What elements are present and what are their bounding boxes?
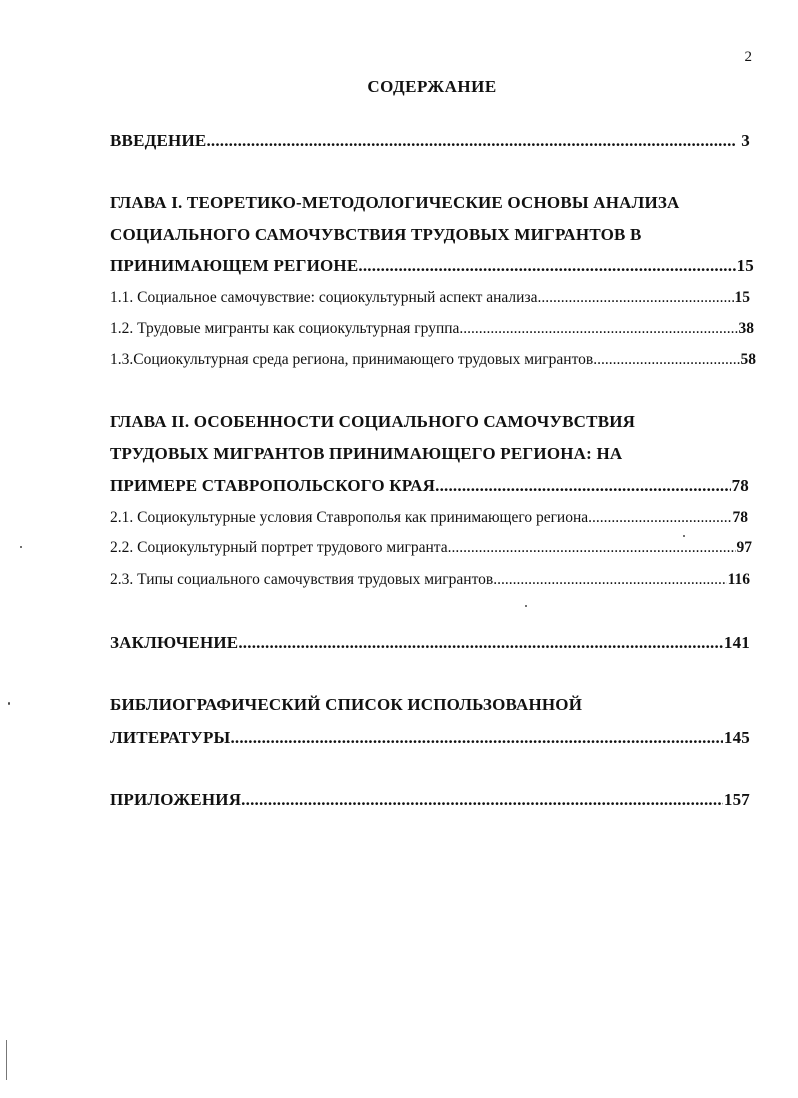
chapter1-heading-line2: СОЦИАЛЬНОГО САМОЧУВСТВИЯ ТРУДОВЫХ МИГРАНТОВ В <box>110 225 642 244</box>
toc-entry-label: ПРИЛОЖЕНИЯ <box>110 790 242 809</box>
scan-speck <box>683 535 685 537</box>
scan-speck <box>20 546 22 548</box>
scan-speck <box>525 605 527 607</box>
toc-entry-label: ЛИТЕРАТУРЫ <box>110 728 231 747</box>
toc-entry-chapter2[interactable] <box>110 476 749 496</box>
toc-entry-page: 78 <box>731 476 749 495</box>
bibliography-heading-line1: БИБЛИОГРАФИЧЕСКИЙ СПИСОК ИСПОЛЬЗОВАННОЙ <box>110 695 583 714</box>
toc-entry-page: 58 <box>740 351 756 368</box>
chapter2-heading-line1: ГЛАВА II. ОСОБЕННОСТИ СОЦИАЛЬНОГО САМОЧУВСТВИЯ <box>110 412 636 431</box>
toc-entry-page: 78 <box>732 509 748 526</box>
toc-entry-label: ПРИМЕРЕ СТАВРОПОЛЬСКОГО КРАЯ <box>110 476 436 495</box>
toc-entry-intro[interactable] <box>110 131 750 151</box>
dot-leader <box>588 509 731 527</box>
toc-entry-label: 1.3.Социокультурная среда региона, принимающего трудовых мигрантов <box>110 351 594 368</box>
toc-entry-section-2-1[interactable] <box>110 509 748 527</box>
toc-entry-label: 2.1. Социокультурные условия Ставрополья как принимающего региона <box>110 509 589 526</box>
scan-speck <box>8 702 10 705</box>
toc-entry-label: 2.3. Типы социального самочувствия трудовых мигрантов <box>110 571 494 588</box>
dot-leader <box>241 790 723 810</box>
toc-entry-chapter1[interactable] <box>110 256 754 276</box>
toc-entry-section-2-3[interactable] <box>110 571 750 589</box>
dot-leader <box>435 476 730 496</box>
toc-entry-conclusion[interactable] <box>110 633 750 653</box>
toc-entry-bibliography[interactable] <box>110 728 750 748</box>
toc-entry-page: 97 <box>736 539 752 556</box>
dot-leader <box>206 131 735 151</box>
toc-entry-label: 1.1. Социальное самочувствие: социокультурный аспект анализа <box>110 289 538 306</box>
toc-entry-page: 157 <box>723 790 750 809</box>
dot-leader <box>230 728 722 748</box>
dot-leader <box>238 633 723 653</box>
toc-entry-label: ВВЕДЕНИЕ <box>110 131 207 150</box>
toc-entry-page: 15 <box>734 289 750 306</box>
toc-entry-page: 3 <box>741 131 750 150</box>
dot-leader <box>593 351 739 369</box>
toc-entry-page: 15 <box>736 256 754 275</box>
dot-leader <box>459 320 737 338</box>
toc-entry-label: 1.2. Трудовые мигранты как социокультурная группа <box>110 320 460 337</box>
chapter2-heading-line2: ТРУДОВЫХ МИГРАНТОВ ПРИНИМАЮЩЕГО РЕГИОНА: НА <box>110 444 623 463</box>
toc-entry-label: ПРИНИМАЮЩЕМ РЕГИОНЕ <box>110 256 359 275</box>
chapter1-heading-line1: ГЛАВА I. ТЕОРЕТИКО-МЕТОДОЛОГИЧЕСКИЕ ОСНОВЫ АНАЛИЗА <box>110 193 680 212</box>
toc-entry-page: 145 <box>723 728 750 747</box>
toc-entry-section-1-2[interactable] <box>110 320 754 338</box>
toc-entry-page: 38 <box>738 320 754 337</box>
scan-speck <box>6 1040 7 1080</box>
page-title: СОДЕРЖАНИЕ <box>367 77 497 96</box>
toc-entry-label: ЗАКЛЮЧЕНИЕ <box>110 633 239 652</box>
dot-leader <box>493 571 726 589</box>
toc-entry-section-2-2[interactable] <box>110 539 752 557</box>
toc-entry-page: 116 <box>727 571 750 588</box>
page-number: 2 <box>744 49 752 65</box>
toc-entry-section-1-1[interactable] <box>110 289 750 307</box>
toc-entry-appendix[interactable] <box>110 790 750 810</box>
dot-leader <box>448 539 736 557</box>
toc-entry-section-1-3[interactable] <box>110 351 756 369</box>
dot-leader <box>537 289 733 307</box>
toc-entry-label: 2.2. Социокультурный портрет трудового мигранта <box>110 539 448 556</box>
dot-leader <box>358 256 735 276</box>
toc-entry-page: 141 <box>723 633 750 652</box>
